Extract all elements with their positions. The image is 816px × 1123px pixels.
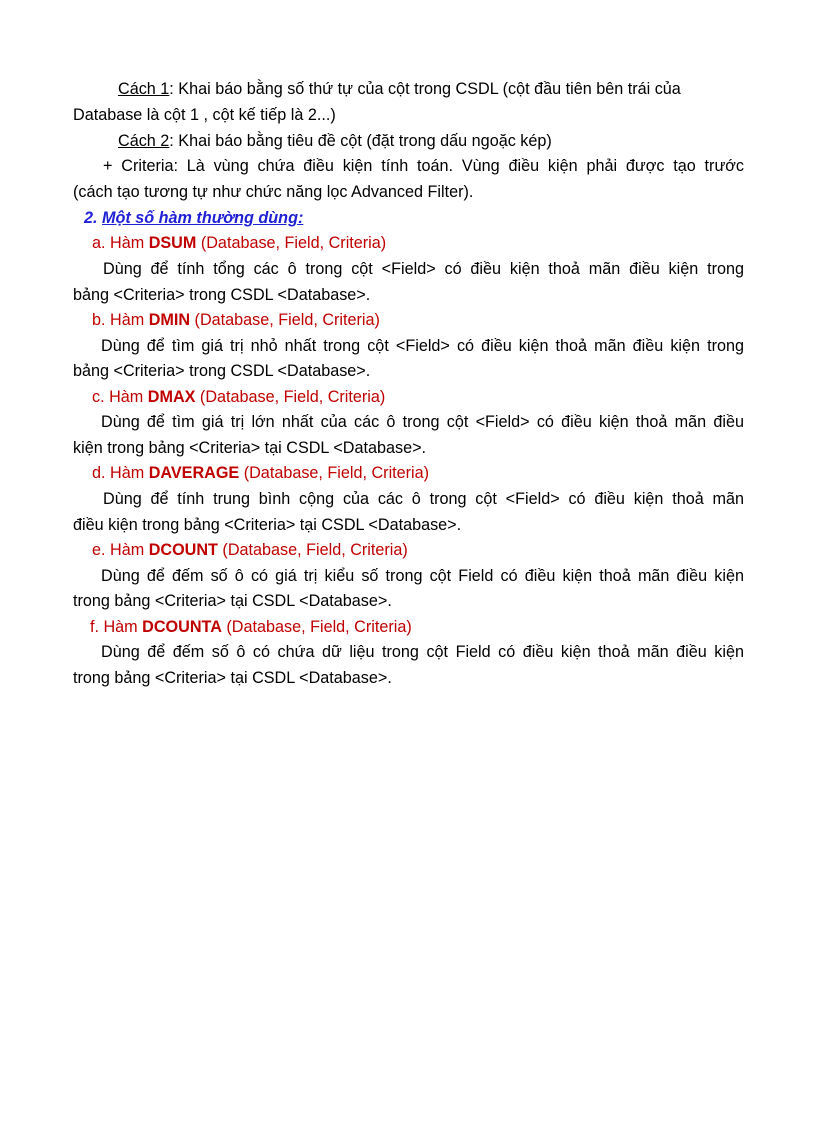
criteria-line1: + Criteria: Là vùng chứa điều kiện tính toán. Vùng điều kiện phải được tạo trước (103, 157, 744, 175)
function-prefix: c. Hàm (92, 388, 148, 406)
function-desc-line2: bảng <Criteria> trong CSDL <Database>. (73, 286, 371, 304)
function-desc-line1: Dùng để tìm giá trị lớn nhất của các ô trong cột <Field> có điều kiện thoả mãn điều (101, 413, 744, 431)
function-heading-dmax (92, 387, 385, 407)
function-args: (Database, Field, Criteria) (239, 464, 430, 482)
function-desc-line1: Dùng để tính tổng các ô trong cột <Field> có điều kiện thoả mãn điều kiện trong (103, 260, 744, 278)
section-heading (84, 208, 303, 228)
function-prefix: e. Hàm (92, 541, 149, 559)
function-heading-daverage (92, 463, 429, 483)
function-name: DCOUNTA (142, 618, 222, 636)
cach1-label: Cách 1 (118, 80, 170, 98)
function-heading-dcounta (90, 617, 412, 637)
function-name: DMIN (148, 311, 191, 329)
function-prefix: b. Hàm (92, 311, 149, 329)
function-desc-line1: Dùng để tìm giá trị nhỏ nhất trong cột <Field> có điều kiện thoả mãn điều kiện trong (101, 337, 744, 355)
function-heading-dmin (92, 310, 380, 330)
function-args: (Database, Field, Criteria) (221, 618, 412, 636)
cach2-line (118, 131, 552, 151)
cach2-text: : Khai báo bằng tiêu đề cột (đặt trong dấu ngoặc kép) (169, 132, 552, 150)
function-desc-line2: điều kiện trong bảng <Criteria> tại CSDL <Database>. (73, 516, 462, 534)
section-number: 2. (84, 209, 102, 227)
function-name: DCOUNT (148, 541, 218, 559)
function-prefix: a. Hàm (92, 234, 149, 252)
function-args: (Database, Field, Criteria) (195, 388, 386, 406)
function-heading-dsum (92, 233, 386, 253)
function-desc-line2: kiện trong bảng <Criteria> tại CSDL <Database>. (73, 439, 427, 457)
function-prefix: d. Hàm (92, 464, 149, 482)
function-desc-line1: Dùng để tính trung bình cộng của các ô trong cột <Field> có điều kiện thoả mãn (103, 490, 744, 508)
function-prefix: f. Hàm (90, 618, 143, 636)
section-title: Một số hàm thường dùng: (102, 209, 304, 227)
criteria-line2: (cách tạo tương tự như chức năng lọc Advanced Filter). (73, 183, 474, 201)
function-desc-line2: bảng <Criteria> trong CSDL <Database>. (73, 362, 371, 380)
function-name: DSUM (148, 234, 197, 252)
function-args: (Database, Field, Criteria) (217, 541, 408, 559)
cach1-line2: Database là cột 1 , cột kế tiếp là 2...) (73, 106, 336, 124)
cach2-label: Cách 2 (118, 132, 170, 150)
function-name: DAVERAGE (148, 464, 240, 482)
function-args: (Database, Field, Criteria) (196, 234, 387, 252)
cach1-line1 (118, 79, 681, 99)
function-desc-line1: Dùng để đếm số ô có giá trị kiểu số trong cột Field có điều kiện thoả mãn điều kiện (101, 567, 744, 585)
function-heading-dcount (92, 540, 408, 560)
function-args: (Database, Field, Criteria) (190, 311, 380, 329)
function-desc-line1: Dùng để đếm số ô có chứa dữ liệu trong cột Field có điều kiện thoả mãn điều kiện (101, 643, 744, 661)
function-desc-line2: trong bảng <Criteria> tại CSDL <Database>. (73, 669, 392, 687)
function-desc-line2: trong bảng <Criteria> tại CSDL <Database>. (73, 592, 392, 610)
function-name: DMAX (147, 388, 196, 406)
cach1-text: : Khai báo bằng số thứ tự của cột trong CSDL (cột đầu tiên bên trái của (169, 80, 681, 98)
